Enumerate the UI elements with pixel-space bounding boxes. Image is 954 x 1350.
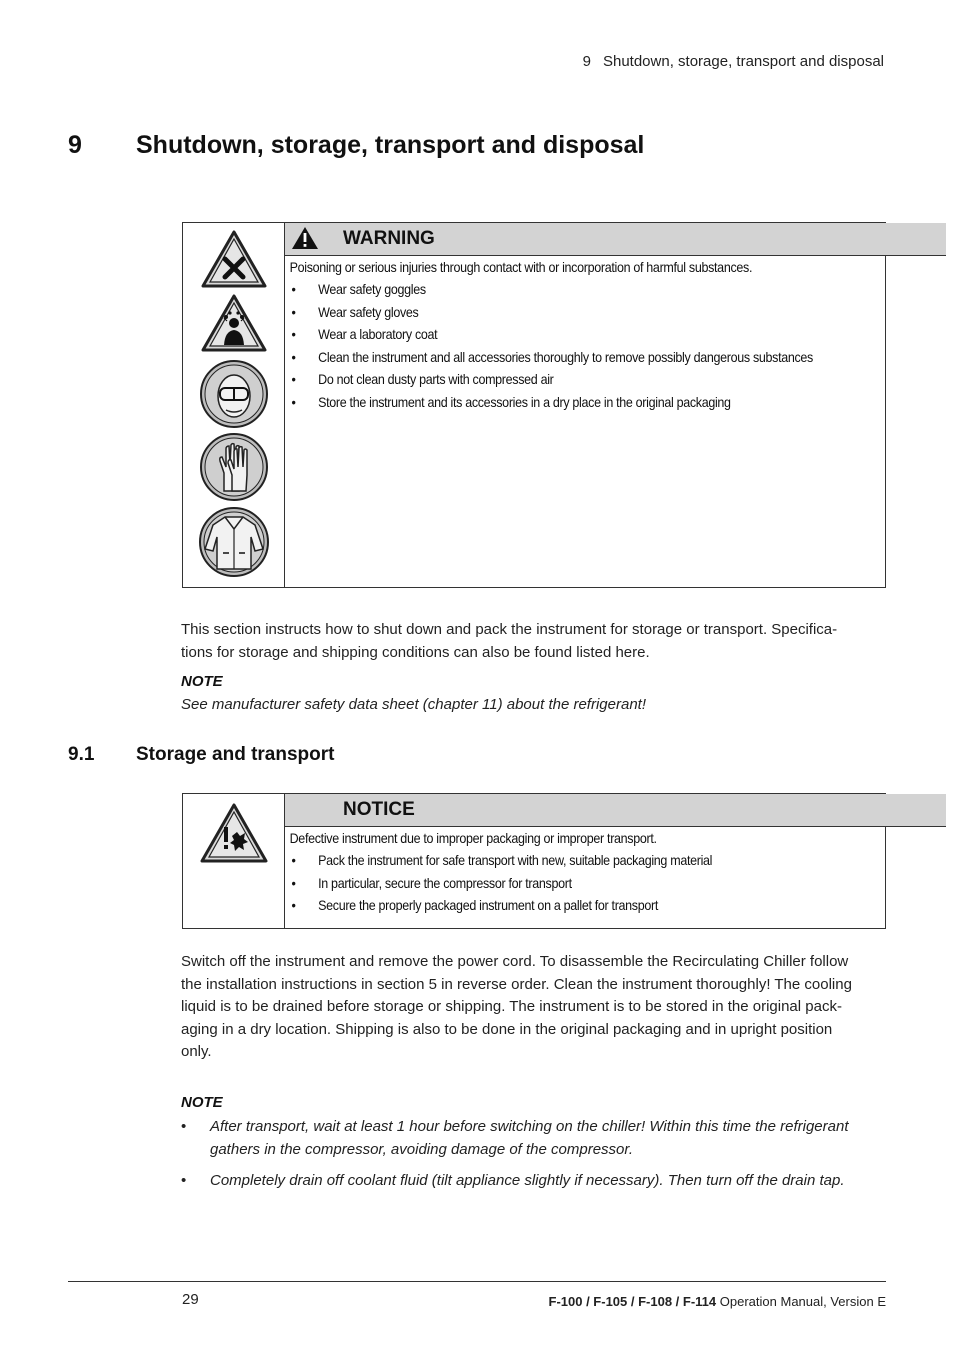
page-number: 29 bbox=[182, 1291, 199, 1308]
storage-line: Switch off the instrument and remove the power cord. To disassemble the Recirculating Chiller follow bbox=[181, 953, 849, 970]
safety-gloves-icon bbox=[198, 431, 270, 503]
list-item: • Store the instrument and its accessories in a dry place in the original packaging bbox=[290, 395, 888, 411]
storage-paragraph bbox=[181, 951, 886, 1064]
list-item: • Clean the instrument and all accessories thoroughly to remove possibly dangerous substances bbox=[290, 350, 888, 366]
warning-box bbox=[182, 222, 886, 588]
list-item: • After transport, wait at least 1 hour before switching on the chiller! Within this time the refrigerant gathers in the compressor, avoiding damage of the compressor. bbox=[181, 1116, 886, 1161]
safety-goggles-icon bbox=[198, 358, 270, 430]
notice-icon-column bbox=[183, 794, 285, 928]
warning-signal-word: WARNING bbox=[343, 228, 435, 249]
warning-lead-text: Poisoning or serious injuries through contact with or incorporation of harmful substances. bbox=[289, 260, 753, 275]
footer-doc-suffix: Operation Manual, Version E bbox=[719, 1294, 886, 1309]
warning-body bbox=[285, 256, 893, 418]
notice-body bbox=[285, 827, 893, 921]
warning-icon-column bbox=[183, 223, 285, 587]
notice-signal-word: NOTICE bbox=[343, 799, 415, 820]
toxic-gas-warning-icon bbox=[200, 293, 268, 353]
list-item: • Completely drain off coolant fluid (tilt appliance slightly if necessary). Then turn off the drain tap. bbox=[181, 1170, 886, 1193]
intro-line: This section instructs how to shut down and pack the instrument for storage or transport. Specifica- bbox=[181, 621, 838, 638]
list-item: • Do not clean dusty parts with compressed air bbox=[290, 372, 888, 388]
storage-line: the installation instructions in section 5 in reverse order. Clean the instrument thoroughly! The cooling bbox=[181, 975, 852, 993]
list-item: • Wear a laboratory coat bbox=[290, 327, 888, 343]
property-damage-warning-icon bbox=[199, 802, 269, 864]
footer-product bbox=[549, 1294, 886, 1309]
storage-line: aging in a dry location. Shipping is also to be done in the original packaging and in upright position bbox=[181, 1020, 833, 1038]
warning-triangle-icon bbox=[291, 226, 319, 250]
running-header-chapter-title: Shutdown, storage, transport and disposal bbox=[602, 53, 884, 70]
notice-content bbox=[285, 794, 946, 928]
warning-signal-bar bbox=[285, 223, 946, 256]
harmful-substance-warning-icon bbox=[200, 229, 268, 289]
notice-signal-bar bbox=[285, 794, 946, 827]
footer-models: F-100 / F-105 / F-108 / F-114 bbox=[548, 1294, 717, 1309]
storage-line: liquid is to be drained before storage or shipping. The instrument is to be stored in the original pack- bbox=[181, 998, 842, 1015]
list-item: • Pack the instrument for safe transport with new, suitable packaging material bbox=[290, 853, 888, 869]
note-label: NOTE bbox=[181, 1094, 223, 1111]
footer-rule bbox=[68, 1281, 886, 1282]
section-heading bbox=[68, 744, 334, 766]
notice-list bbox=[290, 853, 888, 914]
storage-line: only. bbox=[181, 1043, 212, 1060]
running-header-chapter-number: 9 bbox=[582, 53, 591, 70]
warning-list bbox=[290, 282, 888, 411]
notice-box bbox=[182, 793, 886, 929]
list-item: • Wear safety gloves bbox=[290, 305, 888, 321]
note-list bbox=[181, 1116, 886, 1202]
note-label: NOTE bbox=[181, 673, 223, 690]
warning-content bbox=[285, 223, 946, 587]
section-title: Storage and transport bbox=[136, 744, 335, 765]
intro-paragraph bbox=[181, 619, 886, 664]
intro-line: tions for storage and shipping conditions can also be found listed here. bbox=[181, 643, 650, 661]
running-header bbox=[583, 53, 884, 70]
list-item: • Secure the properly packaged instrument on a pallet for transport bbox=[290, 898, 888, 914]
chapter-heading bbox=[68, 131, 644, 160]
chapter-number: 9 bbox=[68, 131, 82, 159]
note-text: See manufacturer safety data sheet (chapter 11) about the refrigerant! bbox=[181, 696, 646, 713]
notice-lead-text: Defective instrument due to improper packaging or improper transport. bbox=[289, 831, 657, 846]
lab-coat-icon bbox=[197, 505, 271, 579]
list-item: • In particular, secure the compressor for transport bbox=[290, 876, 888, 892]
section-number: 9.1 bbox=[68, 744, 95, 765]
chapter-title: Shutdown, storage, transport and disposal bbox=[136, 131, 645, 159]
list-item: • Wear safety goggles bbox=[290, 282, 888, 298]
